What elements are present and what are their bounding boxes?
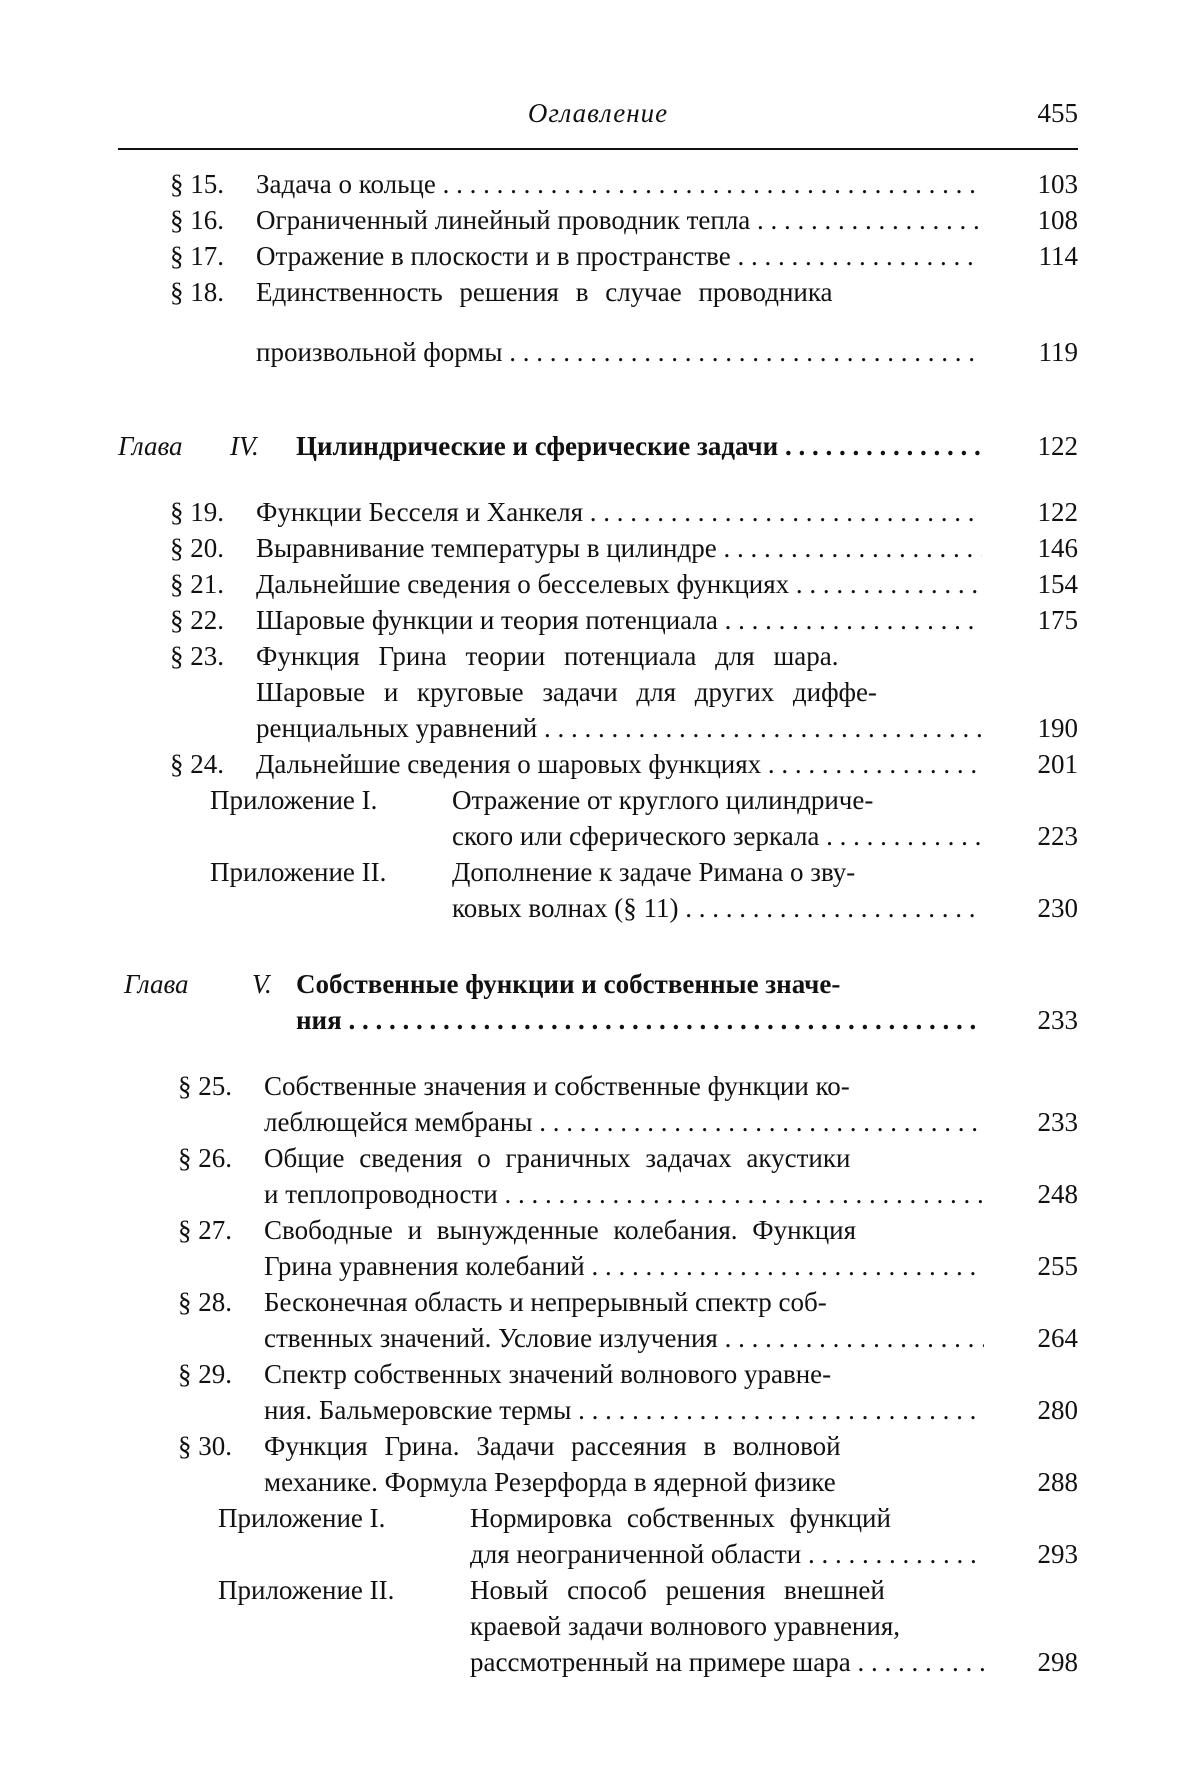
section-number: § 28. — [178, 1287, 232, 1317]
section-number: § 20. — [170, 533, 224, 563]
entry-page: 103 — [1037, 169, 1078, 199]
header-title: Оглавление — [527, 98, 669, 128]
section-number: § 17. — [170, 241, 224, 271]
chapter-page: 122 — [1037, 431, 1078, 461]
entry-page: 119 — [1038, 337, 1078, 367]
section-number: § 27. — [178, 1215, 232, 1245]
section-number: § 30. — [178, 1431, 232, 1461]
chapter-label: Глава — [124, 969, 189, 999]
entry-page: 280 — [1037, 1395, 1078, 1425]
running-header — [118, 98, 1078, 138]
entry-title-line1: Собственные значения и собственные функции ко- — [264, 1071, 850, 1101]
appendix-label: Приложение II. — [210, 857, 387, 887]
section-number: § 16. — [170, 205, 224, 235]
appendix-page: 298 — [1037, 1647, 1078, 1677]
chapter-title-line2: ния . . . — [296, 1002, 982, 1038]
appendix-title-line2: для неограниченной области . . . — [470, 1536, 984, 1572]
entry-page: 175 — [1037, 605, 1078, 635]
entry-title: Выравнивание температуры в цилиндре . . . — [256, 530, 982, 566]
entry-title-line1: Функция Грина теории потенциала для шара. — [256, 641, 839, 671]
entry-page: 154 — [1037, 569, 1078, 599]
appendix-label: Приложение I. — [210, 785, 378, 815]
section-number: § 15. — [170, 169, 224, 199]
appendix-title-line1: Отражение от круглого цилиндриче- — [452, 785, 874, 815]
appendix-title-line2: краевой задачи волнового уравнения, — [470, 1611, 900, 1641]
section-number: § 21. — [170, 569, 224, 599]
entry-page: 288 — [1037, 1467, 1078, 1497]
entry-title-line1: Функция Грина. Задачи рассеяния в волновой — [264, 1431, 841, 1461]
entry-title-line2: леблющейся мембраны . . . — [264, 1104, 984, 1140]
entry-page: 255 — [1037, 1251, 1078, 1281]
section-number: § 18. — [170, 277, 224, 307]
entry-title-line2: произвольной формы . . . — [256, 334, 982, 370]
appendix-page: 230 — [1037, 893, 1078, 923]
entry-page: 108 — [1037, 205, 1078, 235]
entry-title-line2: Шаровые и круговые задачи для других диффе- — [256, 677, 877, 707]
appendix-page: 223 — [1037, 821, 1078, 851]
section-number: § 26. — [178, 1143, 232, 1173]
entry-title: Дальнейшие сведения о шаровых функциях . . . — [256, 746, 982, 782]
header-rule — [118, 148, 1078, 150]
entry-title-line1: Единственность решения в случае проводника — [256, 277, 833, 307]
entry-page: 190 — [1037, 713, 1078, 743]
entry-title-line3: ренциальных уравнений . . . — [256, 710, 982, 746]
section-number: § 19. — [170, 497, 224, 527]
entry-page: 248 — [1037, 1179, 1078, 1209]
chapter-title: Цилиндрические и сферические задачи . . . — [296, 428, 982, 464]
appendix-title-line2: ковых волнах (§ 11) . . . — [452, 890, 982, 926]
section-number: § 23. — [170, 641, 224, 671]
entry-page: 201 — [1037, 749, 1078, 779]
entry-title-line2: и теплопроводности . . . — [264, 1176, 984, 1212]
section-number: § 29. — [178, 1359, 232, 1389]
entry-title-line2: ственных значений. Условие излучения . . . — [264, 1320, 984, 1356]
appendix-title-line1: Новый способ решения внешней — [470, 1575, 885, 1605]
entry-title-line2: ния. Бальмеровские термы . . . — [264, 1392, 984, 1428]
section-number: § 22. — [170, 605, 224, 635]
entry-title-line2: Грина уравнения колебаний . . . — [264, 1248, 984, 1284]
entry-page: 233 — [1037, 1107, 1078, 1137]
entry-page: 146 — [1037, 533, 1078, 563]
entry-title-line1: Общие сведения о граничных задачах акустики — [264, 1143, 851, 1173]
appendix-title-line1: Дополнение к задаче Римана о зву- — [452, 857, 856, 887]
entry-title: Дальнейшие сведения о бесселевых функциях . . . — [256, 566, 982, 602]
entry-title: Отражение в плоскости и в пространстве . . . — [256, 238, 982, 274]
appendix-page: 293 — [1037, 1539, 1078, 1569]
entry-page: 122 — [1037, 497, 1078, 527]
chapter-title-line1: Собственные функции и собственные значе- — [296, 969, 841, 999]
entry-page: 264 — [1037, 1323, 1078, 1353]
header-page-number: 455 — [1037, 98, 1078, 128]
entry-page: 114 — [1038, 241, 1078, 271]
chapter-label: Глава — [118, 431, 183, 461]
appendix-label: Приложение II. — [218, 1575, 395, 1605]
entry-title-line1: Свободные и вынужденные колебания. Функция — [264, 1215, 857, 1245]
chapter-number: IV. — [230, 431, 259, 461]
entry-title-line2: механике. Формула Резерфорда в ядерной физике — [264, 1467, 836, 1497]
entry-title: Функции Бесселя и Ханкеля . . . — [256, 494, 982, 530]
chapter-number: V. — [252, 969, 272, 999]
chapter-page: 233 — [1037, 1005, 1078, 1035]
appendix-title-line3: рассмотренный на примере шара . . . — [470, 1644, 984, 1680]
appendix-title-line2: ского или сферического зеркала . . . — [452, 818, 982, 854]
section-number: § 24. — [170, 749, 224, 779]
entry-title-line1: Бесконечная область и непрерывный спектр соб- — [264, 1287, 827, 1317]
entry-title: Ограниченный линейный проводник тепла . . . — [256, 202, 982, 238]
entry-title-line1: Спектр собственных значений волнового уравне- — [264, 1359, 832, 1389]
appendix-label: Приложение I. — [218, 1503, 386, 1533]
entry-title: Шаровые функции и теория потенциала . . . — [256, 602, 982, 638]
entry-title: Задача о кольце . . . — [256, 166, 982, 202]
section-number: § 25. — [178, 1071, 232, 1101]
appendix-title-line1: Нормировка собственных функций — [470, 1503, 891, 1533]
